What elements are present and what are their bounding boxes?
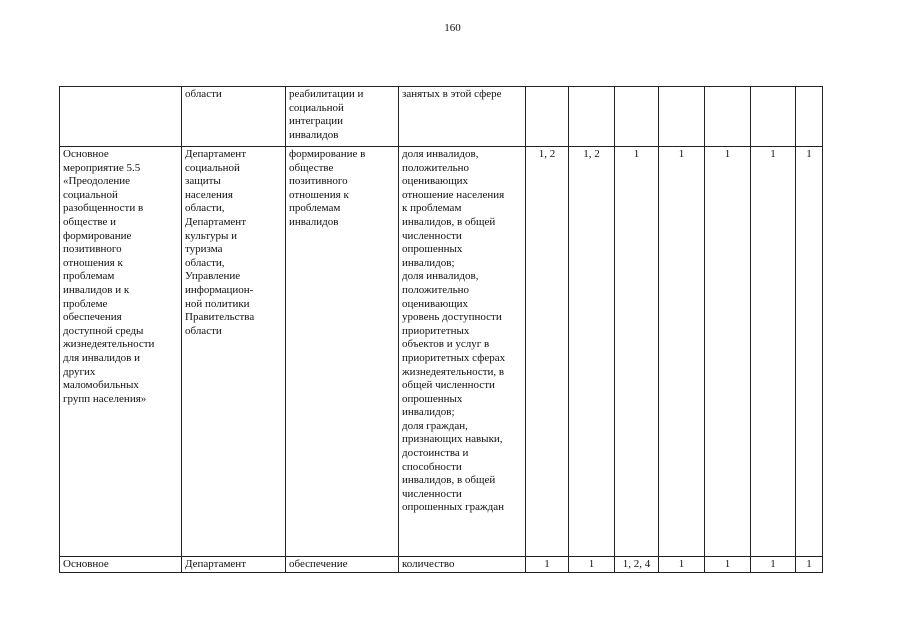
cell-value: 1 [526, 557, 569, 573]
cell-measure: Основное [60, 557, 182, 573]
cell-result: формирование в обществе позитивного отношения к проблемам инвалидов [286, 147, 399, 557]
cell-value [705, 87, 751, 147]
cell-value: 1 [796, 557, 823, 573]
cell-value: 1 [659, 147, 705, 557]
cell-measure [60, 87, 182, 147]
cell-value: 1 [615, 147, 659, 557]
program-table [59, 86, 823, 573]
cell-value [659, 87, 705, 147]
table-row [60, 557, 823, 573]
cell-value [796, 87, 823, 147]
cell-executor: Департамент социальной защиты населения области, Департамент культуры и туризма области, Управление информацион- ной политики Правительства области [182, 147, 286, 557]
cell-indicator: доля инвалидов, положительно оценивающих отношение населения к проблемам инвалидов, в общей численности опрошенных инвалидов; доля инвалидов, положительно оценивающих уровень доступности приоритетных объектов и услуг в приоритетных сферах жизнедеятельности, в общей численности опрошенных инвалидов; доля граждан, признающих навыки, достоинства и способности инвалидов, в общей численности опрошенных граждан [399, 147, 526, 557]
cell-value: 1 [705, 147, 751, 557]
cell-value: 1 [705, 557, 751, 573]
cell-executor: Департамент [182, 557, 286, 573]
cell-indicator: занятых в этой сфере [399, 87, 526, 147]
cell-value: 1 [751, 557, 796, 573]
cell-value: 1, 2 [526, 147, 569, 557]
cell-value [526, 87, 569, 147]
cell-measure: Основное мероприятие 5.5 «Преодоление социальной разобщенности в обществе и формирование позитивного отношения к проблемам инвалидов и к проблеме обеспечения доступной среды жизнедеятельности для инвалидов и других маломобильных групп населения» [60, 147, 182, 557]
table-row [60, 147, 823, 557]
cell-value [751, 87, 796, 147]
cell-value: 1 [659, 557, 705, 573]
cell-result: реабилитации и социальной интеграции инвалидов [286, 87, 399, 147]
cell-result: обеспечение [286, 557, 399, 573]
cell-value: 1, 2 [569, 147, 615, 557]
page-number: 160 [444, 22, 461, 34]
cell-value: 1 [569, 557, 615, 573]
cell-value: 1, 2, 4 [615, 557, 659, 573]
cell-indicator: количество [399, 557, 526, 573]
cell-value: 1 [751, 147, 796, 557]
cell-value: 1 [796, 147, 823, 557]
table-row [60, 87, 823, 147]
cell-value [615, 87, 659, 147]
cell-executor: области [182, 87, 286, 147]
cell-value [569, 87, 615, 147]
